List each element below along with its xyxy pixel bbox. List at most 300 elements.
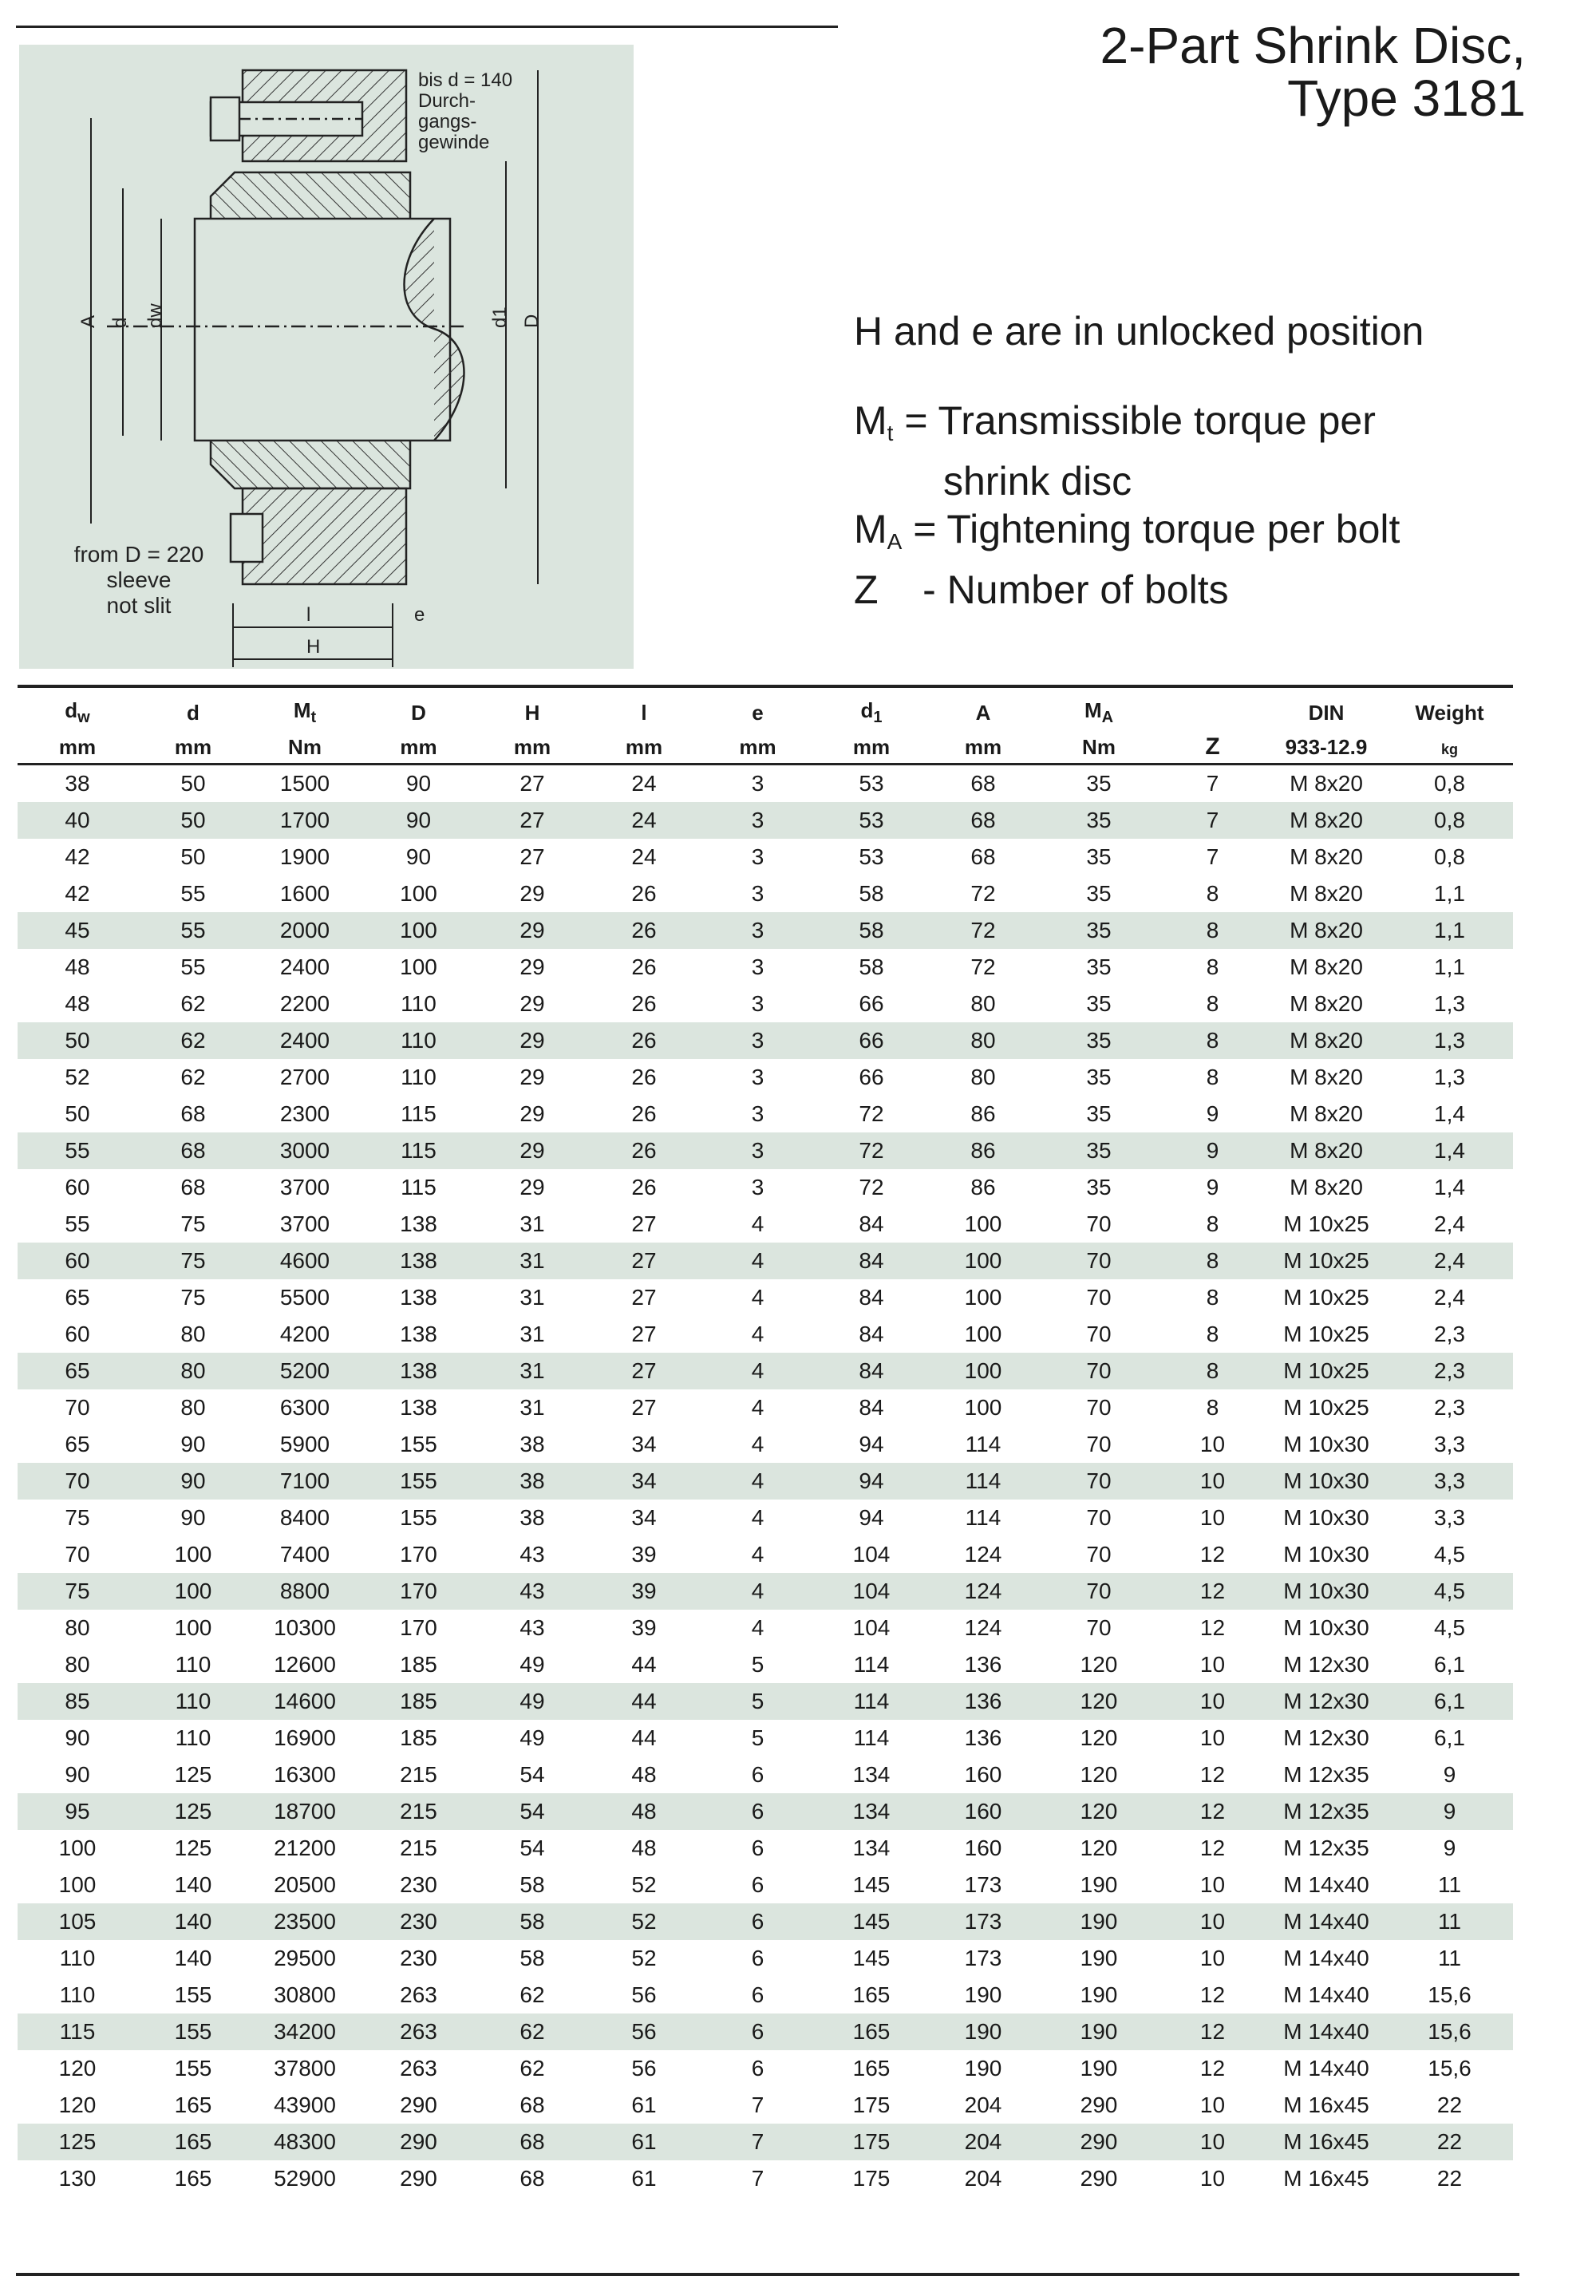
cell-H: 31 [519, 1285, 545, 1310]
cell-e: 5 [751, 1725, 764, 1750]
cell-dw: 55 [65, 1211, 90, 1236]
cell-dw: 70 [65, 1542, 90, 1567]
cell-d1: 53 [859, 771, 884, 796]
cell-e: 6 [751, 1836, 764, 1860]
cell-din: M 16x45 [1283, 2092, 1369, 2117]
cell-weight: 15,6 [1386, 2013, 1513, 2050]
cell-ma: 190 [1039, 2013, 1159, 2050]
cell-D: 100 [400, 881, 437, 906]
cell-d: 155 [137, 2013, 249, 2050]
table-row [18, 1022, 1513, 1059]
cell-l: 34 [631, 1432, 657, 1456]
cell-ma: 35 [1039, 1132, 1159, 1169]
header-A: A [927, 686, 1039, 731]
cell-d: 75 [180, 1211, 206, 1236]
cell-H: 31 [476, 1243, 588, 1279]
cell-A: 204 [927, 2124, 1039, 2160]
cell-l: 24 [631, 771, 657, 796]
cell-d1: 175 [852, 2166, 891, 2191]
table-row [18, 1206, 1513, 1243]
cell-H: 31 [519, 1322, 545, 1346]
cell-d1: 84 [816, 1353, 927, 1389]
cell-d1: 114 [816, 1683, 927, 1720]
cell-A: 124 [964, 1615, 1002, 1640]
cell-d1: 114 [853, 1725, 890, 1750]
cell-e: 5 [751, 1652, 764, 1677]
cell-ma: 120 [1080, 1652, 1118, 1677]
cell-H: 68 [519, 2092, 545, 2117]
table-row [18, 1757, 1513, 1793]
header-l: l [588, 686, 700, 731]
cell-mt: 6300 [279, 1395, 330, 1420]
cell-A: 136 [964, 1725, 1002, 1750]
cell-dw: 60 [18, 1243, 137, 1279]
cell-weight: 6,1 [1386, 1683, 1513, 1720]
cell-mt: 2400 [249, 1022, 361, 1059]
table-body [18, 765, 1513, 2198]
cell-weight: 4,5 [1434, 1542, 1465, 1567]
table-row [18, 875, 1513, 912]
cell-dw: 60 [65, 1322, 90, 1346]
cell-l: 39 [588, 1573, 700, 1610]
table-row [18, 1683, 1513, 1720]
cell-dw: 52 [65, 1065, 90, 1089]
cell-z: 12 [1199, 1762, 1226, 1787]
cell-din: M 10x25 [1283, 1211, 1369, 1236]
unit-weight: kg [1386, 731, 1513, 765]
cell-D: 138 [400, 1211, 437, 1236]
cell-mt: 52900 [274, 2166, 336, 2191]
cell-z: 10 [1199, 1432, 1226, 1456]
cell-ma: 290 [1080, 2092, 1118, 2117]
cell-d1: 94 [859, 1432, 884, 1456]
cell-mt: 2300 [279, 1101, 330, 1126]
cell-H: 62 [519, 1982, 545, 2007]
cell-l: 39 [631, 1615, 657, 1640]
cell-din: M 8x20 [1290, 991, 1363, 1016]
cell-d: 155 [174, 2056, 212, 2081]
cell-D: 215 [361, 1793, 476, 1830]
cell-dw: 55 [18, 1132, 137, 1169]
table-row [18, 1867, 1513, 1903]
cell-din: M 12x30 [1283, 1725, 1369, 1750]
cell-e: 4 [751, 1285, 764, 1310]
cell-d1: 145 [852, 1946, 891, 1970]
cell-e: 4 [751, 1211, 764, 1236]
cell-dw: 80 [65, 1652, 90, 1677]
cell-dw: 110 [59, 1982, 96, 2007]
table-units-row [18, 731, 1513, 765]
mt-text: = Transmissible torque per [893, 398, 1376, 443]
cell-d: 50 [180, 844, 206, 869]
cell-weight: 1,3 [1434, 991, 1465, 1016]
cell-l: 27 [631, 1322, 657, 1346]
cell-z: 10 [1159, 2124, 1266, 2160]
cell-l: 26 [588, 1022, 700, 1059]
cell-H: 43 [519, 1615, 545, 1640]
cell-l: 27 [631, 1211, 657, 1236]
cell-D: 155 [400, 1432, 437, 1456]
cell-H: 62 [519, 2056, 545, 2081]
cell-D: 115 [361, 1132, 476, 1169]
cell-e: 5 [700, 1683, 816, 1720]
cell-e: 4 [700, 1243, 816, 1279]
cell-dw: 65 [18, 1353, 137, 1389]
cell-d: 110 [175, 1725, 211, 1750]
label-H: H [306, 636, 321, 658]
cell-l: 26 [588, 912, 700, 949]
cell-l: 56 [631, 2056, 657, 2081]
cell-e: 4 [700, 1463, 816, 1500]
cell-e: 6 [700, 2013, 816, 2050]
cell-din: M 16x45 [1266, 2124, 1386, 2160]
cell-D: 90 [405, 771, 432, 796]
cell-D: 263 [400, 1982, 437, 2007]
cell-din: M 8x20 [1266, 912, 1386, 949]
cell-d1: 104 [852, 1615, 891, 1640]
cell-ma: 35 [1086, 881, 1112, 906]
cell-z: 10 [1199, 1725, 1226, 1750]
cell-d1: 66 [816, 1022, 927, 1059]
cell-l: 26 [631, 1065, 657, 1089]
cell-e: 6 [751, 1946, 764, 1970]
mt-symbol: M [854, 398, 887, 443]
cell-e: 6 [751, 1762, 764, 1787]
cell-d: 140 [137, 1903, 249, 1940]
header-D: D [361, 686, 476, 731]
cell-e: 4 [751, 1322, 764, 1346]
unit-d: mm [137, 731, 249, 765]
cell-A: 100 [964, 1395, 1002, 1420]
cell-ma: 35 [1086, 1101, 1112, 1126]
cell-din: M 14x40 [1266, 2013, 1386, 2050]
cell-D: 138 [361, 1353, 476, 1389]
cell-A: 80 [970, 1065, 996, 1089]
cell-e: 4 [751, 1542, 764, 1567]
legend [854, 307, 1424, 614]
cell-din: M 8x20 [1290, 844, 1363, 869]
cell-z: 8 [1159, 1022, 1266, 1059]
cell-dw: 50 [18, 1022, 137, 1059]
cell-A: 190 [927, 2013, 1039, 2050]
cell-ma: 120 [1039, 1793, 1159, 1830]
cell-H: 38 [476, 1463, 588, 1500]
cell-mt: 14600 [249, 1683, 361, 1720]
cell-dw: 75 [65, 1505, 90, 1530]
cell-d: 140 [174, 1946, 212, 1970]
cell-din: M 12x35 [1266, 1793, 1386, 1830]
cell-weight: 1,4 [1386, 1132, 1513, 1169]
table-row [18, 2087, 1513, 2124]
cell-mt: 12600 [274, 1652, 336, 1677]
cell-l: 52 [631, 1946, 657, 1970]
cell-D: 115 [401, 1101, 437, 1126]
header-e: e [700, 686, 816, 731]
cell-ma: 70 [1039, 1573, 1159, 1610]
cell-din: M 8x20 [1266, 802, 1386, 839]
cell-d: 125 [174, 1762, 212, 1787]
cell-z: 8 [1206, 1322, 1219, 1346]
legend-mt-line-2: shrink disc [943, 459, 1132, 504]
cell-l: 26 [588, 1132, 700, 1169]
cell-H: 29 [519, 1101, 545, 1126]
unit-din: 933-12.9 [1266, 731, 1386, 765]
cell-dw: 45 [18, 912, 137, 949]
cell-H: 38 [519, 1505, 545, 1530]
cell-mt: 5200 [249, 1353, 361, 1389]
table-row [18, 1830, 1513, 1867]
cell-H: 27 [519, 844, 545, 869]
cell-dw: 95 [18, 1793, 137, 1830]
cell-H: 31 [519, 1211, 545, 1236]
cell-weight: 0,8 [1434, 771, 1465, 796]
cell-dw: 130 [58, 2166, 97, 2191]
cell-weight: 2,3 [1434, 1322, 1465, 1346]
cell-H: 68 [476, 2124, 588, 2160]
cell-ma: 70 [1086, 1505, 1112, 1530]
note-top-line-2: Durch- [418, 90, 476, 112]
table-row [18, 1169, 1513, 1206]
cell-z: 10 [1159, 1463, 1266, 1500]
cell-weight: 9 [1443, 1836, 1456, 1860]
spec-table [18, 685, 1513, 2197]
cell-dw: 60 [65, 1175, 90, 1199]
cell-l: 26 [631, 1101, 657, 1126]
cell-d1: 84 [859, 1285, 884, 1310]
cell-D: 290 [361, 2124, 476, 2160]
cell-A: 204 [964, 2166, 1002, 2191]
cell-mt: 1600 [279, 881, 330, 906]
cell-din: M 10x30 [1266, 1573, 1386, 1610]
cell-d: 90 [137, 1463, 249, 1500]
cell-D: 138 [361, 1243, 476, 1279]
table-row [18, 1903, 1513, 1940]
cell-din: M 8x20 [1290, 771, 1363, 796]
table-row [18, 1536, 1513, 1573]
cell-H: 38 [519, 1432, 545, 1456]
cell-weight: 1,1 [1386, 912, 1513, 949]
cell-dw: 100 [58, 1872, 97, 1897]
cell-e: 4 [700, 1573, 816, 1610]
cell-H: 29 [519, 954, 545, 979]
cell-d1: 175 [852, 2092, 891, 2117]
cell-z: 8 [1206, 954, 1219, 979]
cell-e: 6 [700, 1793, 816, 1830]
cell-z: 12 [1199, 1982, 1226, 2007]
header-weight: Weight [1386, 686, 1513, 731]
table-row [18, 2160, 1513, 2197]
cell-mt: 4600 [249, 1243, 361, 1279]
cell-D: 90 [405, 844, 432, 869]
cell-mt: 5500 [279, 1285, 330, 1310]
cell-d: 62 [137, 1022, 249, 1059]
cell-d1: 165 [852, 2056, 891, 2081]
cell-l: 27 [631, 1285, 657, 1310]
cell-A: 173 [964, 1946, 1002, 1970]
cell-H: 29 [519, 991, 545, 1016]
cell-z: 9 [1206, 1175, 1219, 1199]
cell-weight: 11 [1437, 1872, 1462, 1897]
cell-mt: 3700 [279, 1211, 330, 1236]
cell-weight: 3,3 [1434, 1505, 1465, 1530]
unit-mt: Nm [249, 731, 361, 765]
cell-din: M 12x30 [1283, 1652, 1369, 1677]
table-row [18, 2013, 1513, 2050]
cell-D: 215 [400, 1836, 437, 1860]
cell-e: 4 [700, 1353, 816, 1389]
cell-D: 155 [400, 1505, 437, 1530]
cell-D: 290 [400, 2092, 437, 2117]
cell-D: 263 [400, 2056, 437, 2081]
cell-D: 100 [400, 954, 437, 979]
cell-H: 29 [476, 1022, 588, 1059]
cell-dw: 42 [65, 844, 90, 869]
cell-d1: 84 [859, 1211, 884, 1236]
cell-dw: 70 [65, 1395, 90, 1420]
cell-weight: 3,3 [1386, 1463, 1513, 1500]
cell-e: 3 [700, 802, 816, 839]
cell-e: 7 [700, 2124, 816, 2160]
cell-ma: 70 [1086, 1285, 1112, 1310]
cell-z: 7 [1159, 802, 1266, 839]
cell-z: 12 [1159, 2013, 1266, 2050]
cell-dw: 65 [65, 1285, 90, 1310]
cell-ma: 35 [1086, 1175, 1112, 1199]
cell-din: M 14x40 [1283, 1872, 1369, 1897]
cell-e: 4 [751, 1615, 764, 1640]
cell-dw: 115 [18, 2013, 137, 2050]
cell-e: 4 [751, 1505, 764, 1530]
cell-l: 44 [631, 1652, 657, 1677]
label-dw: dw [144, 303, 166, 328]
cell-l: 48 [588, 1793, 700, 1830]
cell-D: 263 [361, 2013, 476, 2050]
cell-e: 3 [751, 844, 764, 869]
cell-d1: 114 [853, 1652, 890, 1677]
cell-l: 27 [588, 1243, 700, 1279]
cell-D: 110 [361, 1022, 476, 1059]
cell-din: M 10x30 [1266, 1463, 1386, 1500]
cell-l: 27 [588, 1353, 700, 1389]
mt-sub: t [887, 421, 894, 445]
cell-z: 10 [1199, 2166, 1226, 2191]
header-din: DIN [1266, 686, 1386, 731]
cell-ma: 70 [1039, 1353, 1159, 1389]
cell-H: 49 [476, 1683, 588, 1720]
cell-l: 52 [631, 1872, 657, 1897]
cell-mt: 1900 [279, 844, 330, 869]
cell-mt: 2700 [279, 1065, 330, 1089]
label-d1: d1 [489, 306, 511, 328]
cell-d1: 58 [859, 954, 884, 979]
cell-mt: 43900 [274, 2092, 336, 2117]
cell-mt: 7400 [279, 1542, 330, 1567]
cell-din: M 10x25 [1266, 1353, 1386, 1389]
cell-A: 124 [927, 1573, 1039, 1610]
cell-weight: 3,3 [1434, 1432, 1465, 1456]
cell-A: 72 [970, 954, 996, 979]
cell-dw: 38 [65, 771, 90, 796]
note-bottom-line-3: not slit [106, 593, 172, 618]
ma-text: = Tightening torque per bolt [902, 507, 1400, 551]
cell-ma: 70 [1086, 1542, 1112, 1567]
table-row [18, 1610, 1513, 1646]
cell-H: 29 [519, 1065, 545, 1089]
cell-mt: 21200 [274, 1836, 336, 1860]
table-row [18, 1316, 1513, 1353]
header-H: H [476, 686, 588, 731]
cell-z: 8 [1206, 1395, 1219, 1420]
cell-z: 12 [1199, 1542, 1226, 1567]
cell-mt: 23500 [249, 1903, 361, 1940]
legend-note: H and e are in unlocked position [854, 309, 1424, 354]
header-d1: $d_1$ [816, 686, 927, 731]
note-top-line-4: gewinde [418, 132, 490, 153]
cell-mt: 8800 [249, 1573, 361, 1610]
cell-H: 27 [476, 802, 588, 839]
cell-H: 29 [519, 881, 545, 906]
cell-H: 49 [519, 1652, 545, 1677]
cell-D: 230 [400, 1946, 437, 1970]
cell-weight: 4,5 [1434, 1615, 1465, 1640]
cell-d1: 58 [816, 912, 927, 949]
cell-mt: 1500 [279, 771, 330, 796]
cell-e: 3 [700, 912, 816, 949]
cell-ma: 290 [1080, 2166, 1118, 2191]
cell-weight: 0,8 [1434, 844, 1465, 869]
cell-weight: 2,4 [1434, 1211, 1465, 1236]
cell-weight: 1,4 [1434, 1175, 1465, 1199]
cell-din: M 8x20 [1290, 954, 1363, 979]
cell-ma: 190 [1039, 1903, 1159, 1940]
cell-d: 68 [137, 1132, 249, 1169]
cell-z: 10 [1159, 1903, 1266, 1940]
cell-H: 29 [519, 1175, 545, 1199]
cell-weight: 1,1 [1434, 954, 1465, 979]
note-bottom-line-1: from D = 220 [73, 542, 204, 567]
table-row [18, 1389, 1513, 1426]
cell-weight: 1,3 [1386, 1022, 1513, 1059]
cell-ma: 70 [1039, 1463, 1159, 1500]
cell-din: M 14x40 [1283, 2056, 1369, 2081]
cell-D: 115 [401, 1175, 437, 1199]
cell-weight: 15,6 [1428, 1982, 1472, 2007]
cell-H: 62 [476, 2013, 588, 2050]
legend-ma [854, 505, 1424, 566]
cell-ma: 290 [1039, 2124, 1159, 2160]
cell-d: 68 [180, 1175, 206, 1199]
cell-weight: 2,3 [1386, 1353, 1513, 1389]
cell-d1: 72 [859, 1175, 884, 1199]
cell-H: 43 [519, 1542, 545, 1567]
unit-D: mm [361, 731, 476, 765]
cell-z: 10 [1159, 1683, 1266, 1720]
cell-din: M 10x25 [1283, 1395, 1369, 1420]
cell-weight: 4,5 [1386, 1573, 1513, 1610]
table-row [18, 1646, 1513, 1683]
cell-z: 9 [1159, 1132, 1266, 1169]
cell-ma: 35 [1086, 844, 1112, 869]
label-D: D [521, 314, 543, 328]
cell-l: 26 [631, 881, 657, 906]
table-row [18, 1940, 1513, 1977]
cell-d1: 134 [852, 1762, 891, 1787]
cell-l: 34 [588, 1463, 700, 1500]
cell-dw: 42 [65, 881, 90, 906]
cell-H: 58 [519, 1946, 545, 1970]
legend-mt [854, 397, 1424, 457]
table-row [18, 765, 1513, 803]
